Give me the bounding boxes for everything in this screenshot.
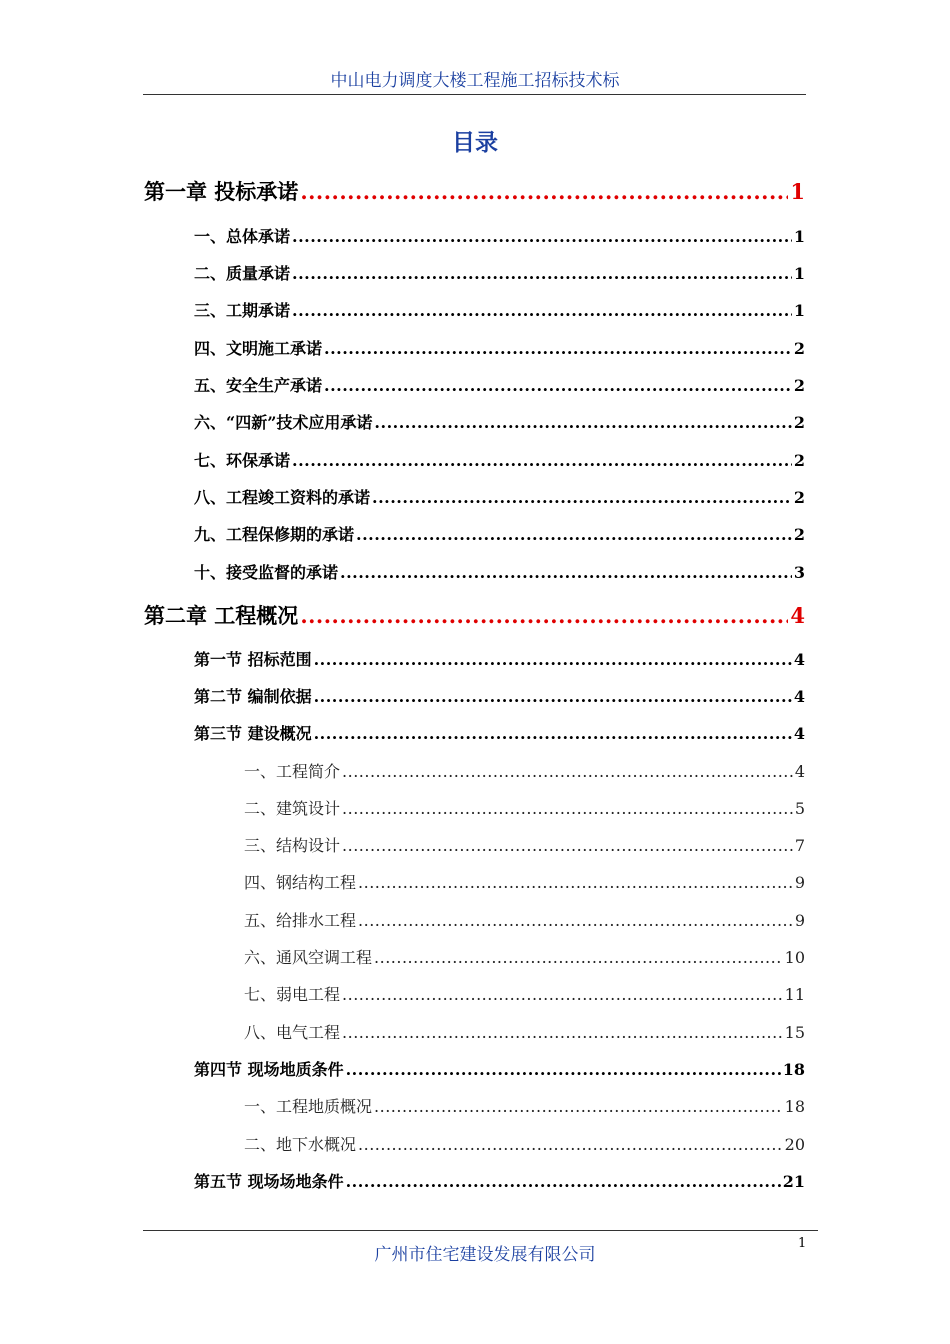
toc-entry[interactable] — [244, 870, 805, 893]
toc-entry-label: 六、“四新”技术应用承诺 — [194, 413, 373, 432]
toc-leader-dots — [300, 179, 788, 204]
toc-entry-label: 五、安全生产承诺 — [194, 376, 323, 395]
toc-entry-page: 1 — [793, 301, 805, 320]
toc-entry-page: 4 — [793, 724, 805, 743]
toc-entry[interactable] — [194, 298, 805, 321]
toc-entry[interactable] — [194, 1057, 805, 1080]
toc-entry[interactable] — [194, 410, 805, 433]
toc-entry-label: 三、工期承诺 — [194, 301, 291, 320]
toc-entry[interactable] — [194, 522, 805, 545]
toc-entry[interactable] — [244, 833, 805, 856]
toc-entry-label: 二、建筑设计 — [244, 799, 341, 818]
toc-entry[interactable] — [194, 224, 805, 247]
toc-entry-label: 一、工程简介 — [244, 762, 341, 781]
toc-entry[interactable] — [194, 448, 805, 471]
toc-leader-dots — [356, 525, 792, 544]
toc-entry[interactable] — [244, 1094, 805, 1117]
toc-leader-dots — [314, 650, 792, 669]
toc-leader-dots — [358, 911, 793, 930]
toc-leader-dots — [358, 1135, 783, 1154]
toc-entry-label: 十、接受监督的承诺 — [194, 563, 339, 582]
toc-leader-dots — [342, 762, 793, 781]
toc-entry-page: 4 — [793, 687, 805, 706]
toc-entry[interactable] — [244, 1132, 805, 1155]
toc-entry-label: 八、工程竣工资料的承诺 — [194, 488, 371, 507]
toc-entry[interactable] — [244, 982, 805, 1005]
toc-leader-dots — [342, 1023, 783, 1042]
toc-entry-page: 2 — [793, 339, 805, 358]
toc-entry-label: 一、工程地质概况 — [244, 1097, 373, 1116]
toc-leader-dots — [342, 799, 793, 818]
toc-entry-page: 7 — [794, 836, 805, 855]
toc-leader-dots — [346, 1172, 781, 1191]
toc-entry[interactable] — [194, 684, 805, 707]
toc-entry[interactable] — [244, 759, 805, 782]
toc-entry[interactable] — [194, 373, 805, 396]
toc-leader-dots — [292, 264, 792, 283]
toc-entry-label: 七、弱电工程 — [244, 985, 341, 1004]
toc-entry-label: 一、总体承诺 — [194, 227, 291, 246]
toc-entry-page: 3 — [793, 563, 805, 582]
toc-leader-dots — [342, 985, 783, 1004]
header-rule — [143, 94, 806, 95]
toc-leader-dots — [314, 687, 792, 706]
toc-entry-page: 18 — [782, 1060, 805, 1079]
toc-chapter-entry[interactable] — [144, 600, 805, 630]
toc-entry-page: 10 — [784, 948, 805, 967]
toc-entry-label: 第二章 工程概况 — [144, 603, 299, 628]
toc-entry-page: 4 — [790, 603, 805, 628]
toc-entry-page: 1 — [793, 227, 805, 246]
toc-entry-page: 2 — [793, 488, 805, 507]
toc-entry-label: 第一章 投标承诺 — [144, 179, 299, 204]
toc-entry-page: 11 — [784, 985, 805, 1004]
toc-entry-label: 四、钢结构工程 — [244, 873, 357, 892]
toc-entry-label: 七、环保承诺 — [194, 451, 291, 470]
toc-leader-dots — [346, 1060, 781, 1079]
toc-entry[interactable] — [244, 796, 805, 819]
toc-entry-page: 20 — [784, 1135, 805, 1154]
toc-entry[interactable] — [244, 908, 805, 931]
toc-heading: 目录 — [452, 129, 498, 156]
toc-entry-page: 18 — [784, 1097, 805, 1116]
footer-page-number: 1 — [798, 1236, 807, 1251]
toc-entry-label: 三、结构设计 — [244, 836, 341, 855]
toc-entry-label: 第二节 编制依据 — [194, 687, 312, 706]
toc-leader-dots — [314, 724, 792, 743]
toc-entry-page: 2 — [793, 451, 805, 470]
toc-entry-page: 5 — [794, 799, 805, 818]
toc-entry-label: 第一节 招标范围 — [194, 650, 312, 669]
toc-leader-dots — [372, 488, 792, 507]
toc-entry-page: 21 — [782, 1172, 805, 1191]
toc-entry[interactable] — [244, 945, 805, 968]
toc-entry[interactable] — [244, 1020, 805, 1043]
toc-leader-dots — [374, 1097, 783, 1116]
toc-entry-label: 五、给排水工程 — [244, 911, 357, 930]
toc-entry[interactable] — [194, 647, 805, 670]
toc-entry-label: 二、质量承诺 — [194, 264, 291, 283]
toc-leader-dots — [324, 376, 792, 395]
toc-entry-label: 六、通风空调工程 — [244, 948, 373, 967]
toc-leader-dots — [300, 603, 788, 628]
toc-leader-dots — [340, 563, 792, 582]
toc-entry-page: 9 — [794, 911, 805, 930]
toc-entry-label: 第三节 建设概况 — [194, 724, 312, 743]
toc-entry[interactable] — [194, 560, 805, 583]
toc-leader-dots — [324, 339, 792, 358]
toc-leader-dots — [374, 948, 783, 967]
toc-entry-label: 第四节 现场地质条件 — [194, 1060, 344, 1079]
toc-entry-page: 4 — [794, 762, 805, 781]
toc-entry[interactable] — [194, 261, 805, 284]
toc-entry[interactable] — [194, 721, 805, 744]
toc-entry[interactable] — [194, 336, 805, 359]
toc-leader-dots — [292, 227, 792, 246]
toc-leader-dots — [374, 413, 791, 432]
toc-leader-dots — [292, 301, 792, 320]
page-header-title: 中山电力调度大楼工程施工招标技术标 — [330, 71, 620, 91]
toc-entry-label: 四、文明施工承诺 — [194, 339, 323, 358]
footer-company-name: 广州市住宅建设发展有限公司 — [374, 1245, 596, 1265]
toc-entry-page: 2 — [793, 525, 805, 544]
toc-entry-label: 二、地下水概况 — [244, 1135, 357, 1154]
toc-entry-page: 2 — [793, 413, 805, 432]
toc-leader-dots — [342, 836, 793, 855]
toc-entry-label: 第五节 现场场地条件 — [194, 1172, 344, 1191]
toc-entry-page: 1 — [793, 264, 805, 283]
toc-entry[interactable] — [194, 1169, 805, 1192]
toc-entry-page: 15 — [784, 1023, 805, 1042]
toc-entry[interactable] — [194, 485, 805, 508]
toc-entry-page: 1 — [790, 179, 805, 204]
toc-entry-page: 9 — [794, 873, 805, 892]
toc-entry-page: 2 — [793, 376, 805, 395]
toc-entry-label: 八、电气工程 — [244, 1023, 341, 1042]
toc-chapter-entry[interactable] — [144, 176, 805, 206]
toc-leader-dots — [292, 451, 792, 470]
toc-entry-page: 4 — [793, 650, 805, 669]
toc-entry-label: 九、工程保修期的承诺 — [194, 525, 355, 544]
footer-rule — [143, 1230, 818, 1231]
toc-leader-dots — [358, 873, 793, 892]
